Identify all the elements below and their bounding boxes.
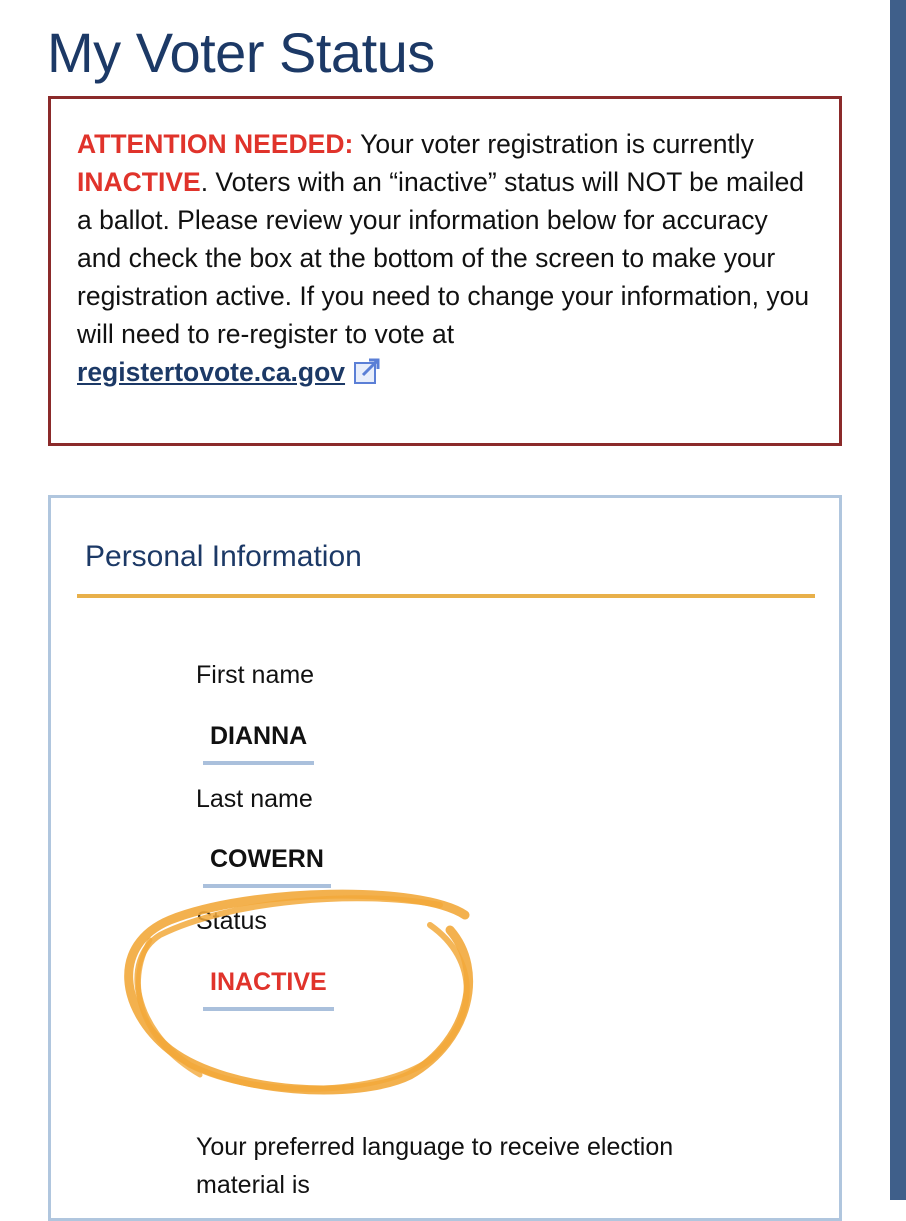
register-to-vote-link[interactable]: registertovote.ca.gov	[77, 357, 346, 387]
preferred-language-text: Your preferred language to receive election material is	[196, 1133, 674, 1199]
status-label: Status	[196, 907, 267, 935]
alert-text-2: . Voters with an “inactive” status will NOT be mailed a ballot. Please review your information below for accuracy and check the box at the bottom of the screen to make your registration active. If you need to change your information, you will need to re-register to vote at	[77, 167, 810, 349]
first-name-label: First name	[196, 661, 315, 689]
personal-information-card	[48, 495, 842, 1221]
alert-status-word: INACTIVE	[77, 167, 201, 197]
last-name-value: COWERN	[203, 845, 331, 888]
section-divider	[77, 594, 815, 598]
section-heading: Personal Information	[85, 540, 362, 573]
status-value: INACTIVE	[203, 968, 334, 1011]
page-edge-bar	[890, 0, 906, 1200]
attention-alert-box	[48, 96, 842, 446]
alert-message	[77, 125, 817, 395]
page-title: My Voter Status	[47, 21, 435, 84]
first-name-value: DIANNA	[203, 722, 314, 765]
alert-text-1: Your voter registration is currently	[353, 129, 754, 159]
alert-label: ATTENTION NEEDED:	[77, 129, 354, 159]
last-name-label: Last name	[196, 785, 313, 813]
external-link-icon[interactable]	[353, 357, 383, 395]
